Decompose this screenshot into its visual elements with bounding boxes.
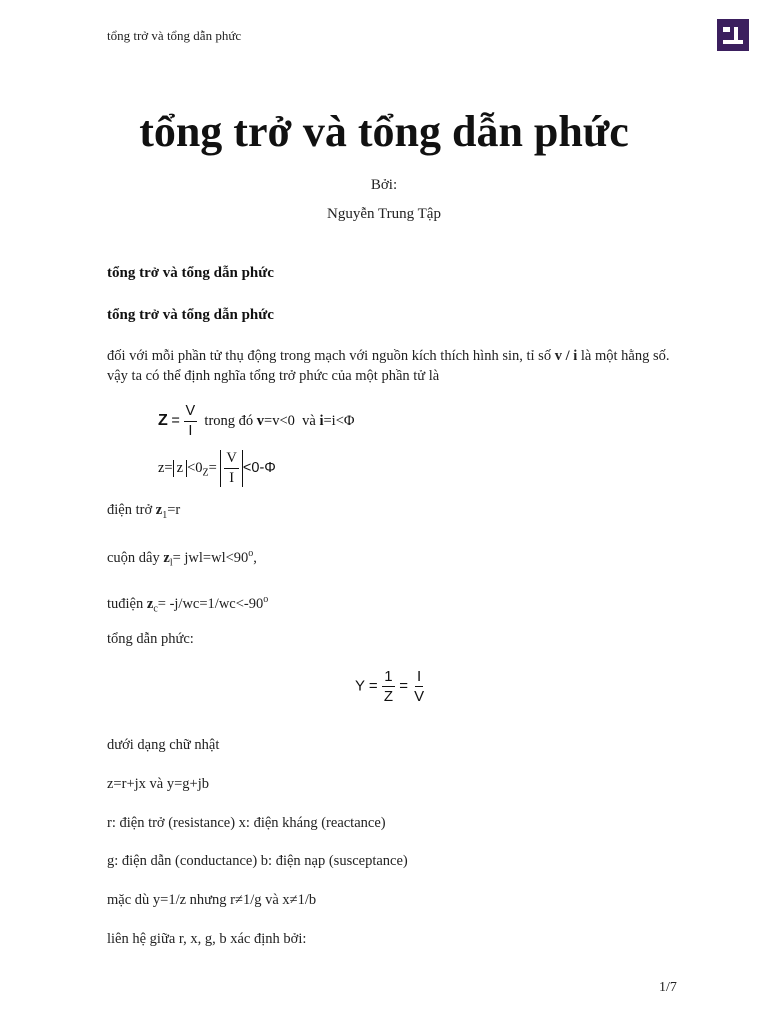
- admittance-formula: Y = $\frac{1}{Z}$ = $\frac{I}{V}$: [355, 668, 425, 705]
- text-line: mặc dù y=1/z nhưng r≠1/g và x≠1/b: [107, 892, 317, 908]
- capacitor-impedance: tuđiện $z_c= -j/wc=1/wc<-90^o$: [107, 594, 269, 615]
- section-heading: tổng trở và tổng dẫn phức: [107, 265, 274, 281]
- impedance-formula: Z = $\frac{V}{I}$ trong đó v=v<0 và i=i<Φ: [158, 403, 355, 439]
- inductor-impedance: cuộn dây $z_l= jwl=wl<90^o$,: [107, 548, 257, 569]
- publisher-logo-icon: [717, 19, 749, 51]
- intro-paragraph: đối với mỗi phần tử thụ động trong mạch với nguồn kích thích hình sin, tỉ số v / i là một hằng số. vậy ta có thể định nghĩa tổng trở phức của một phần tử là: [107, 348, 670, 384]
- text-line: r: điện trở (resistance) x: điện kháng (reactance): [107, 815, 386, 831]
- text-line: g: điện dẫn (conductance) b: điện nạp (susceptance): [107, 853, 408, 869]
- admittance-heading: tổng dẫn phức:: [107, 631, 194, 647]
- running-header: tổng trở và tổng dẫn phức: [107, 28, 242, 43]
- text-line: liên hệ giữa r, x, g, b xác định bởi:: [107, 931, 307, 947]
- author-name: Nguyễn Trung Tập: [327, 206, 441, 222]
- sub-heading: tổng trở và tổng dẫn phức: [107, 307, 274, 323]
- impedance-polar-formula: $z= z <0_Z=$ $\frac{V}{I}$ <0-Φ: [158, 450, 276, 486]
- page-number: 1/7: [659, 980, 677, 995]
- resistor-impedance: điện trở $z_1=r$: [107, 502, 181, 521]
- text-line: z=r+jx và y=g+jb: [107, 776, 209, 792]
- page-title: tổng trở và tổng dẫn phức: [139, 107, 629, 156]
- byline-label: Bởi:: [370, 177, 398, 193]
- text-line: dưới dạng chữ nhật: [107, 737, 220, 753]
